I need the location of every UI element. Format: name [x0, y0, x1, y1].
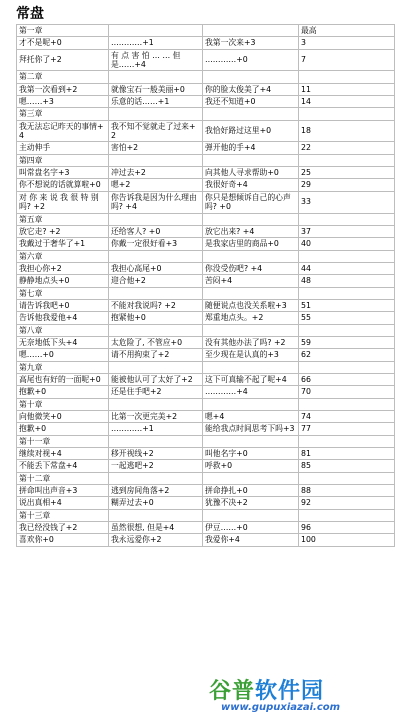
- choice-row: [17, 423, 395, 435]
- chapter-cell: 第四章: [17, 154, 109, 166]
- choice-row: [17, 534, 395, 546]
- max-score-cell: 7: [299, 49, 395, 71]
- max-score-cell: 55: [299, 312, 395, 324]
- empty-cell: [109, 71, 203, 83]
- choice-cell: …………+0: [203, 49, 299, 71]
- choice-cell: 太危险了, 不管应+0: [109, 336, 203, 348]
- choice-cell: 这下可真输不起了呢+4: [203, 373, 299, 385]
- choice-cell: 我担心你+2: [17, 262, 109, 274]
- choice-cell: 向他微笑+0: [17, 411, 109, 423]
- max-score-cell: 22: [299, 142, 395, 154]
- choice-row: [17, 460, 395, 472]
- choice-row: [17, 142, 395, 154]
- choice-cell: 能被他认可了太好了+2: [109, 373, 203, 385]
- max-score-cell: 88: [299, 485, 395, 497]
- choice-cell: 郑重地点头。+2: [203, 312, 299, 324]
- empty-cell: [299, 324, 395, 336]
- choice-cell: 伊豆……+0: [203, 522, 299, 534]
- choice-cell: 我很好奇+4: [203, 179, 299, 191]
- choice-cell: 嗯+2: [109, 179, 203, 191]
- max-score-cell: 66: [299, 373, 395, 385]
- empty-cell: [299, 71, 395, 83]
- chapter-cell: 第七章: [17, 287, 109, 299]
- choice-cell: 我担心高尾+0: [109, 262, 203, 274]
- max-score-cell: 33: [299, 191, 395, 213]
- choice-cell: 向其他人寻求帮助+0: [203, 167, 299, 179]
- choice-cell: 你戴一定很好看+3: [109, 238, 203, 250]
- page-title: 常盘: [16, 6, 44, 22]
- choice-cell: 我不知不觉就走了过来+2: [109, 120, 203, 142]
- choice-cell: 害怕+2: [109, 142, 203, 154]
- choice-cell: 拼命叫出声音+3: [17, 485, 109, 497]
- empty-cell: [203, 71, 299, 83]
- choice-row: [17, 448, 395, 460]
- choice-row: [17, 83, 395, 95]
- empty-cell: [203, 435, 299, 447]
- choice-cell: …………+4: [203, 386, 299, 398]
- choice-row: [17, 522, 395, 534]
- watermark: [205, 672, 401, 718]
- max-score-cell: 29: [299, 179, 395, 191]
- choice-cell: 移开视线+2: [109, 448, 203, 460]
- choice-cell: 乐意的话……+1: [109, 96, 203, 108]
- choice-cell: 静静地点头+0: [17, 275, 109, 287]
- choice-row: [17, 37, 395, 49]
- watermark-logo: [209, 674, 324, 705]
- max-score-cell: 40: [299, 238, 395, 250]
- chapter-cell: 第十三章: [17, 509, 109, 521]
- max-score-cell: 11: [299, 83, 395, 95]
- max-score-cell: 92: [299, 497, 395, 509]
- max-score-cell: 14: [299, 96, 395, 108]
- choice-cell: 有 点 害 怕 … … 但是……+4: [109, 49, 203, 71]
- empty-cell: [299, 509, 395, 521]
- choice-row: [17, 238, 395, 250]
- chapter-cell: 第六章: [17, 250, 109, 262]
- choice-cell: 你的脸太俊美了+4: [203, 83, 299, 95]
- empty-cell: [203, 509, 299, 521]
- max-score-cell: 18: [299, 120, 395, 142]
- empty-cell: [109, 435, 203, 447]
- choice-cell: 我永远爱你+2: [109, 534, 203, 546]
- empty-cell: [109, 154, 203, 166]
- choice-cell: 请告诉我吧+0: [17, 299, 109, 311]
- header-cell: [203, 25, 299, 37]
- choice-cell: 随便说点也没关系啦+3: [203, 299, 299, 311]
- choice-cell: 抱歉+0: [17, 423, 109, 435]
- choice-row: [17, 373, 395, 385]
- choice-cell: 我爱你+4: [203, 534, 299, 546]
- choice-cell: 没有其他办法了吗? +2: [203, 336, 299, 348]
- max-score-cell: 25: [299, 167, 395, 179]
- choice-cell: 你不想说的话就算啦+0: [17, 179, 109, 191]
- chapter-cell: 第十章: [17, 398, 109, 410]
- choice-cell: 继续对视+4: [17, 448, 109, 460]
- choice-cell: 高尾也有好的一面呢+0: [17, 373, 109, 385]
- choice-row: [17, 179, 395, 191]
- empty-cell: [299, 213, 395, 225]
- choice-cell: 嗯+4: [203, 411, 299, 423]
- choice-row: [17, 96, 395, 108]
- chapter-row: [17, 71, 395, 83]
- max-score-cell: 70: [299, 386, 395, 398]
- header-row: [17, 25, 395, 37]
- max-score-cell: 44: [299, 262, 395, 274]
- max-header-cell: 最高: [299, 25, 395, 37]
- choice-cell: 请不用拘束了+2: [109, 349, 203, 361]
- empty-cell: [299, 472, 395, 484]
- choice-cell: 我戴过于奢华了+1: [17, 238, 109, 250]
- choice-cell: 你告诉我是因为什么理由吗? +4: [109, 191, 203, 213]
- empty-cell: [299, 361, 395, 373]
- choice-row: [17, 299, 395, 311]
- max-score-cell: 59: [299, 336, 395, 348]
- choice-row: [17, 191, 395, 213]
- choice-cell: 冲过去+2: [109, 167, 203, 179]
- choice-cell: 无奈地低下头+4: [17, 336, 109, 348]
- choice-row: [17, 497, 395, 509]
- choice-row: [17, 349, 395, 361]
- chapter-cell: 第八章: [17, 324, 109, 336]
- choice-cell: 至少现在是认真的+3: [203, 349, 299, 361]
- choice-cell: 犹豫不决+2: [203, 497, 299, 509]
- empty-cell: [109, 509, 203, 521]
- chapter-cell: 第二章: [17, 71, 109, 83]
- empty-cell: [299, 108, 395, 120]
- empty-cell: [299, 398, 395, 410]
- max-score-cell: 74: [299, 411, 395, 423]
- max-score-cell: 3: [299, 37, 395, 49]
- empty-cell: [109, 213, 203, 225]
- empty-cell: [109, 398, 203, 410]
- choice-cell: …………+1: [109, 37, 203, 49]
- empty-cell: [203, 250, 299, 262]
- choice-cell: 说出真相+4: [17, 497, 109, 509]
- choice-cell: …………+1: [109, 423, 203, 435]
- choice-cell: 苦闷+4: [203, 275, 299, 287]
- max-score-cell: 62: [299, 349, 395, 361]
- max-score-cell: 81: [299, 448, 395, 460]
- max-score-cell: 85: [299, 460, 395, 472]
- choice-cell: 还是住手吧+2: [109, 386, 203, 398]
- choice-cell: 叫他名字+0: [203, 448, 299, 460]
- empty-cell: [109, 324, 203, 336]
- chapter-cell: 第一章: [17, 25, 109, 37]
- max-score-cell: 96: [299, 522, 395, 534]
- choices-table: [16, 24, 395, 547]
- chapter-row: [17, 154, 395, 166]
- choice-row: [17, 49, 395, 71]
- chapter-row: [17, 324, 395, 336]
- choice-cell: 放它走? +2: [17, 225, 109, 237]
- max-score-cell: 77: [299, 423, 395, 435]
- choice-row: [17, 225, 395, 237]
- chapter-cell: 第五章: [17, 213, 109, 225]
- choice-cell: 告诉他我爱他+4: [17, 312, 109, 324]
- choice-cell: 弹开他的手+4: [203, 142, 299, 154]
- choice-cell: 我第一次看到+2: [17, 83, 109, 95]
- choice-cell: 呼救+0: [203, 460, 299, 472]
- choice-cell: 能给我点时间思考下吗+3: [203, 423, 299, 435]
- choice-cell: 拜托你了+2: [17, 49, 109, 71]
- empty-cell: [203, 324, 299, 336]
- header-cell: [109, 25, 203, 37]
- choice-row: [17, 275, 395, 287]
- empty-cell: [203, 108, 299, 120]
- choice-row: [17, 411, 395, 423]
- chapter-row: [17, 509, 395, 521]
- choice-cell: 我恰好路过这里+0: [203, 120, 299, 142]
- chapter-cell: 第三章: [17, 108, 109, 120]
- choice-cell: 我无法忘记昨天的事情+4: [17, 120, 109, 142]
- chapter-row: [17, 472, 395, 484]
- choice-row: [17, 312, 395, 324]
- choice-cell: 糊弄过去+0: [109, 497, 203, 509]
- choice-cell: 虽然很想, 但是+4: [109, 522, 203, 534]
- chapter-row: [17, 287, 395, 299]
- chapter-row: [17, 213, 395, 225]
- watermark-logo-b: 软件园: [255, 679, 325, 704]
- choice-cell: 我第一次来+3: [203, 37, 299, 49]
- empty-cell: [203, 361, 299, 373]
- chapter-cell: 第十一章: [17, 435, 109, 447]
- empty-cell: [109, 287, 203, 299]
- max-score-cell: 48: [299, 275, 395, 287]
- empty-cell: [109, 361, 203, 373]
- choice-cell: 才不是呢+0: [17, 37, 109, 49]
- max-score-cell: 51: [299, 299, 395, 311]
- choice-cell: 逃到房间角落+2: [109, 485, 203, 497]
- empty-cell: [109, 472, 203, 484]
- empty-cell: [203, 472, 299, 484]
- choice-cell: 拼命挣扎+0: [203, 485, 299, 497]
- choice-cell: 放它出来? +4: [203, 225, 299, 237]
- choice-cell: 对 你 来 说 我 很 特 别吗? +2: [17, 191, 109, 213]
- choice-row: [17, 386, 395, 398]
- choice-cell: 比第一次更完美+2: [109, 411, 203, 423]
- watermark-url: www.gupuxiazai.com: [221, 702, 341, 713]
- max-score-cell: 37: [299, 225, 395, 237]
- empty-cell: [203, 287, 299, 299]
- choice-cell: 抱紧他+0: [109, 312, 203, 324]
- empty-cell: [299, 154, 395, 166]
- chapter-cell: 第九章: [17, 361, 109, 373]
- choice-cell: 不能对我说吗? +2: [109, 299, 203, 311]
- watermark-logo-a: 谷普: [209, 679, 256, 704]
- choice-cell: 叫常盘名字+3: [17, 167, 109, 179]
- empty-cell: [299, 287, 395, 299]
- choice-cell: 是我家店里的商品+0: [203, 238, 299, 250]
- choice-cell: 不能丢下常盘+4: [17, 460, 109, 472]
- chapter-row: [17, 361, 395, 373]
- empty-cell: [299, 435, 395, 447]
- choice-cell: 主动伸手: [17, 142, 109, 154]
- choice-row: [17, 167, 395, 179]
- chapter-row: [17, 108, 395, 120]
- empty-cell: [299, 250, 395, 262]
- choice-cell: 还给客人? +0: [109, 225, 203, 237]
- choice-row: [17, 262, 395, 274]
- empty-cell: [203, 154, 299, 166]
- choice-cell: 就像宝石一般美丽+0: [109, 83, 203, 95]
- choice-cell: 我已经没钱了+2: [17, 522, 109, 534]
- choice-cell: 迎合他+2: [109, 275, 203, 287]
- chapter-row: [17, 398, 395, 410]
- choice-cell: 抱歉+0: [17, 386, 109, 398]
- choice-cell: 你只是想倾诉自己的心声吗? +0: [203, 191, 299, 213]
- choice-cell: 嗯……+3: [17, 96, 109, 108]
- max-score-cell: 100: [299, 534, 395, 546]
- chapter-row: [17, 435, 395, 447]
- empty-cell: [109, 108, 203, 120]
- choice-cell: 我还不知道+0: [203, 96, 299, 108]
- chapter-cell: 第十二章: [17, 472, 109, 484]
- choice-cell: 一起逃吧+2: [109, 460, 203, 472]
- choice-cell: 你没受伤吧? +4: [203, 262, 299, 274]
- choice-cell: 嗯……+0: [17, 349, 109, 361]
- chapter-row: [17, 250, 395, 262]
- choice-row: [17, 485, 395, 497]
- choice-row: [17, 336, 395, 348]
- empty-cell: [203, 213, 299, 225]
- choice-row: [17, 120, 395, 142]
- empty-cell: [203, 398, 299, 410]
- empty-cell: [109, 250, 203, 262]
- choice-cell: 喜欢你+0: [17, 534, 109, 546]
